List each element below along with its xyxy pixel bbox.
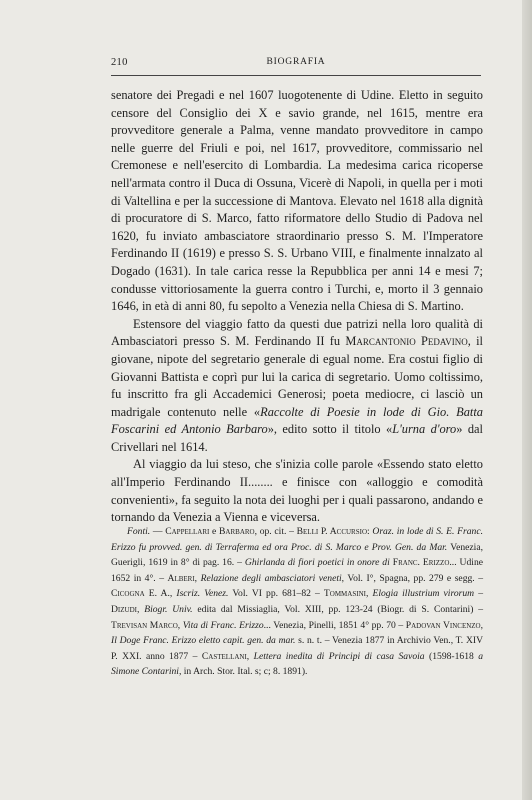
work-title: L'urna d'oro (392, 422, 457, 437)
sources-note: Fonti. — Cappellari e Barbaro, op. cit. – Belli P. Accursio: Oraz. in lode di S. E. Franc. Erizzo fu provved. gen. di Terraferma ed ora Proc. di S. Marco e Prov. Gen. da Mar. Venezia, Guerigli, 1619 in 8° di pag. 16. – Ghirlanda di fiori poetici in onore di Franc. Erizzo... Udine 1652 in 4°. – Alberi, Relazione degli ambasciatori veneti, Vol. I°, Spagna, pp. 279 e segg. – Cicogna E. A., Iscriz. Venez. Vol. VI pp. 681–82 – Tommasini, Elogia illustrium virorum – Dizudi, Biogr. Univ. edita dal Missiaglia, Vol. XIII, pp. 123-24 (Biogr. di S. Contarini) – Trevisan Marco, Vita di Franc. Erizzo... Venezia, Pinelli, 1851 4° pp. 70 – Padovan Vincenzo, Il Doge Franc. Erizzo eletto capit. gen. da mar. s. n. t. – Venezia 1877 in Archivio Ven., T. XIV P. XXI. anno 1877 – Castellani, Lettera inedita di Principi di casa Savoia (1598-1618 a Simone Contarini, in Arch. Stor. Ital. s; c; 8. 1891). (111, 526, 484, 678)
body-text (111, 87, 483, 527)
work-title: Raccolte di Poesie in lode di Gio. Batta Foscarini ed Antonio Barbaro (111, 404, 483, 437)
page-number: 210 (111, 57, 128, 68)
author-name: Marcantonio Pedavino (345, 334, 468, 349)
paragraph-2: Estensore del viaggio fatto da questi due patrizi nella loro qualità di Ambasciatori presso S. M. Ferdinando II fu Marcantonio Pedavino, il giovane, nipote del segretario generale di egual nome. Era costui figlio di Giovanni Battista e coprì pur lui la carica di segretario. Uomo coltissimo, fu inscritto fra gli Accademici Generosi; poeta mediocre, ci lasciò un madrigale contenuto nelle «Raccolte di Poesie in lode di Gio. Batta Foscarini ed Antonio Barbaro», edito sotto il titolo «L'urna d'oro» dal Crivellari nel 1614. (111, 316, 483, 454)
page-edge (522, 0, 532, 800)
paragraph-1: senatore dei Pregadi e nel 1607 luogotenente di Udine. Eletto in seguito censore del Consiglio dei X e savio grande, nel 1615, mentre era provveditore generale a Palma, venne mandato provveditore in campo nelle guerre del Friuli e poi, nel 1617, provveditore, commissario nel Cremonese e nell'esercito di Lombardia. La medesima carica ricoperse nell'armata contro il Duca di Ossuna, Vicerè di Napoli, in quella per i moti di Valtellina e per la successione di Mantova. Elevato nel 1618 alla dignità di procuratore di S. Marco, fatto riformatore dello Studio di Padova nel 1620, fu inviato ambasciatore straordinario presso S. M. l'Imperatore Ferdinando II (1619) e presso S. S. Urbano VIII, e finalmente innalzato al Dogado (1631). In tale carica resse la Repubblica per anni 14 e mesi 7; condusse vittoriosamente la guerra contro i Turchi, e, morto il 3 gennaio 1646, in età di anni 80, fu sepolto a Venezia nella Chiesa di S. Martino. (111, 88, 483, 314)
sources-label: Fonti. (127, 526, 151, 537)
header-rule (111, 75, 481, 76)
running-head: BIOGRAFIA (266, 57, 326, 67)
paragraph-3: Al viaggio da lui steso, che s'inizia colle parole «Essendo stato eletto all'Imperio Ferdinando II........ e finisce con «alloggio e comodità convenienti», fa seguito la nota dei luoghi per i quali passarono, andando e tornando da Venezia a Vienna e viceversa. (111, 457, 483, 525)
page-header (111, 57, 481, 73)
